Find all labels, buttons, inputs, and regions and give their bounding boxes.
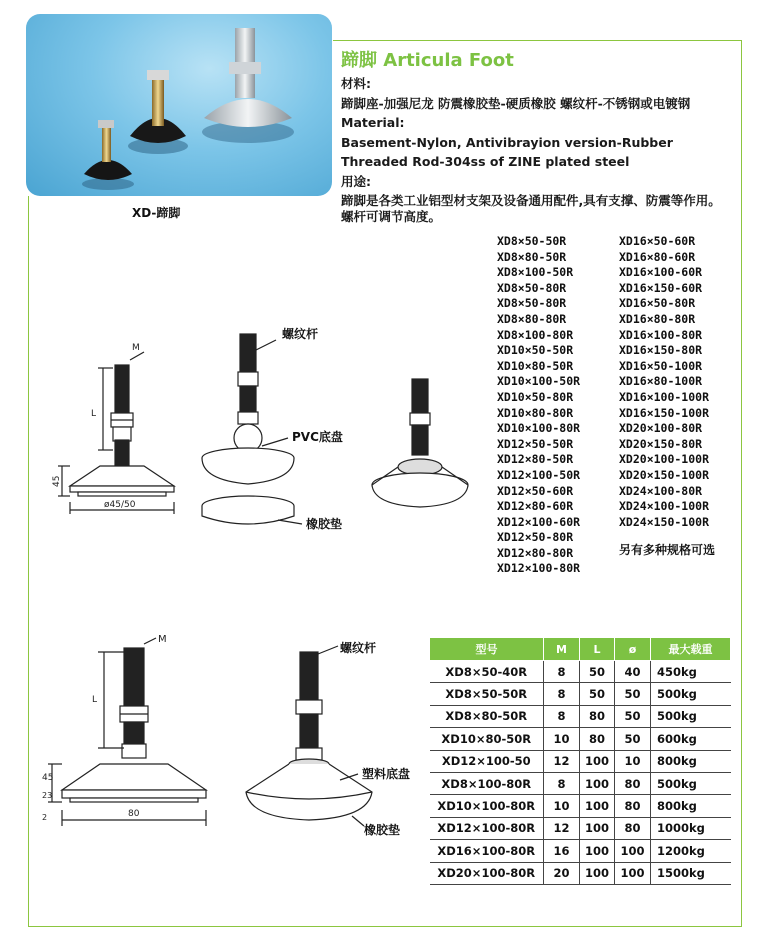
model-item: XD24×100-80R: [619, 483, 703, 498]
table-cell: 100: [580, 772, 615, 794]
frame-top-line: [333, 40, 742, 41]
table-row: [430, 840, 731, 862]
spec-header-cell: ø: [615, 638, 651, 661]
table-cell: 450kg: [651, 661, 731, 683]
table-cell: 8: [544, 705, 580, 727]
table-cell: 20: [544, 862, 580, 884]
table-cell: 100: [580, 750, 615, 772]
table-cell: 50: [580, 683, 615, 705]
table-cell: 10: [544, 728, 580, 750]
frame-bottom-line: [28, 926, 742, 927]
table-cell: 1500kg: [651, 862, 731, 884]
model-item: XD10×50-50R: [497, 343, 574, 358]
label-rubber-pad: 橡胶垫: [364, 823, 401, 837]
model-item: XD10×80-50R: [497, 358, 574, 373]
table-cell: XD16×100-80R: [430, 840, 544, 862]
model-item: XD16×50-60R: [619, 234, 696, 248]
table-cell: 500kg: [651, 683, 731, 705]
model-item: XD16×50-80R: [619, 296, 696, 311]
model-item: XD20×100-100R: [619, 452, 710, 467]
dim-pad-thickness-label: 2: [42, 813, 48, 822]
model-item: XD16×150-60R: [619, 280, 703, 295]
table-cell: 12: [544, 750, 580, 772]
dim-base-height-label: 23: [42, 791, 53, 800]
table-cell: 100: [615, 840, 651, 862]
model-item: XD24×150-100R: [619, 514, 710, 529]
table-cell: 80: [615, 817, 651, 839]
model-item: XD10×80-80R: [497, 405, 574, 420]
description-line: Material:: [341, 115, 405, 130]
table-row: [430, 705, 731, 727]
table-cell: 100: [615, 862, 651, 884]
page-title: 蹄脚 Articula Foot: [341, 50, 514, 71]
model-item: XD10×100-80R: [497, 421, 581, 436]
table-cell: 500kg: [651, 772, 731, 794]
table-row: [430, 661, 731, 683]
model-item: XD16×150-80R: [619, 343, 703, 358]
model-item: XD12×100-50R: [497, 467, 581, 482]
table-row: [430, 750, 731, 772]
table-cell: XD12×100-50: [430, 750, 544, 772]
table-cell: 80: [580, 728, 615, 750]
model-item: XD8×80-80R: [497, 311, 567, 326]
dim-height-label: 45: [52, 475, 62, 487]
description-line: Basement-Nylon, Antivibrayion version-Rubber: [341, 134, 673, 150]
table-cell: XD20×100-80R: [430, 862, 544, 884]
model-item: XD16×100-80R: [619, 327, 703, 342]
dim-diameter-label: 80: [128, 809, 140, 819]
table-cell: 8: [544, 772, 580, 794]
model-item: XD20×100-80R: [619, 421, 703, 436]
table-cell: XD10×100-80R: [430, 795, 544, 817]
table-cell: 50: [615, 683, 651, 705]
label-threaded-rod: 螺纹杆: [282, 327, 319, 341]
model-item: XD12×50-50R: [497, 436, 574, 451]
model-item: XD24×100-100R: [619, 499, 710, 514]
table-cell: 100: [580, 840, 615, 862]
model-item: XD10×50-80R: [497, 389, 574, 404]
table-cell: 80: [615, 795, 651, 817]
description-line: 蹄脚座-加强尼龙 防震橡胶垫-硬质橡胶 螺纹杆-不锈钢或电镀钢: [341, 95, 691, 111]
label-threaded-rod: 螺纹杆: [340, 641, 377, 655]
diagram-foot-assembled: [366, 375, 476, 515]
model-item: XD8×100-50R: [497, 265, 574, 280]
model-item: XD12×80-80R: [497, 545, 574, 560]
diagram-foot-upper: [48, 320, 418, 570]
table-cell: 100: [580, 817, 615, 839]
table-cell: XD10×80-50R: [430, 728, 544, 750]
table-cell: XD12×100-80R: [430, 817, 544, 839]
model-item: XD8×80-50R: [497, 249, 567, 264]
table-cell: XD8×100-80R: [430, 772, 544, 794]
description-line: Threaded Rod-304ss of ZINE plated steel: [341, 154, 630, 169]
model-item: XD8×50-80R: [497, 280, 567, 295]
spec-header-cell: 最大载重: [651, 638, 731, 661]
table-cell: 50: [615, 705, 651, 727]
model-item: XD16×80-60R: [619, 249, 696, 264]
table-cell: 10: [615, 750, 651, 772]
table-cell: 8: [544, 683, 580, 705]
dim-diameter-label: ø45/50: [104, 500, 136, 510]
table-row: [430, 795, 731, 817]
model-item: XD12×50-60R: [497, 483, 574, 498]
model-item: XD8×100-80R: [497, 327, 574, 342]
model-item: XD16×100-60R: [619, 265, 703, 280]
product-photo-illustration: [26, 14, 332, 196]
model-item: XD16×80-100R: [619, 374, 703, 389]
dim-m-label: M: [132, 343, 140, 353]
model-item: XD10×100-50R: [497, 374, 581, 389]
table-row: [430, 683, 731, 705]
table-cell: 1200kg: [651, 840, 731, 862]
table-cell: 8: [544, 661, 580, 683]
model-item: XD20×150-100R: [619, 467, 710, 482]
dim-l-label: L: [91, 409, 97, 419]
description-line: 材料:: [341, 76, 371, 91]
table-cell: 50: [615, 728, 651, 750]
model-list-left: [497, 234, 580, 577]
model-item: XD8×50-50R: [497, 234, 567, 248]
model-item: XD20×150-80R: [619, 436, 703, 451]
table-row: [430, 772, 731, 794]
diagram-foot-lower: [40, 630, 430, 840]
table-cell: 100: [580, 862, 615, 884]
table-cell: XD8×50-40R: [430, 661, 544, 683]
more-specs-note: 另有多种规格可选: [619, 543, 716, 557]
table-cell: 80: [615, 772, 651, 794]
label-pvc-base: PVC底盘: [292, 430, 343, 444]
label-plastic-base: 塑料底盘: [362, 767, 411, 781]
spec-table: [429, 637, 731, 885]
table-cell: 80: [580, 705, 615, 727]
model-item: XD12×100-60R: [497, 514, 581, 529]
frame-right-line: [741, 40, 742, 927]
model-item: XD12×50-80R: [497, 530, 574, 545]
dim-height-label: 45: [42, 773, 54, 783]
description-block: [341, 74, 721, 226]
spec-header-cell: 型号: [430, 638, 544, 661]
spec-header-cell: L: [580, 638, 615, 661]
dim-l-label: L: [92, 695, 98, 705]
description-line: 蹄脚是各类工业铝型材支架及设备通用配件,具有支撑、防震等作用。: [341, 193, 721, 208]
model-item: XD8×50-80R: [497, 296, 567, 311]
description-line: 螺杆可调节高度。: [341, 208, 442, 224]
product-photo: [26, 14, 332, 196]
model-item: XD16×50-100R: [619, 358, 703, 373]
frame-left-line: [28, 196, 29, 926]
table-cell: XD8×50-50R: [430, 683, 544, 705]
model-item: XD12×80-60R: [497, 499, 574, 514]
table-cell: 800kg: [651, 795, 731, 817]
model-list-right: [619, 234, 709, 530]
table-cell: 600kg: [651, 728, 731, 750]
table-cell: 12: [544, 817, 580, 839]
spec-table-header: [430, 638, 731, 661]
photo-caption: XD-蹄脚: [132, 206, 181, 220]
model-item: XD12×100-80R: [497, 561, 581, 576]
table-cell: 1000kg: [651, 817, 731, 839]
table-cell: 50: [580, 661, 615, 683]
table-cell: 40: [615, 661, 651, 683]
description-line: 用途:: [341, 173, 371, 189]
table-row: [430, 862, 731, 884]
label-rubber-pad: 橡胶垫: [306, 517, 343, 531]
table-cell: 100: [580, 795, 615, 817]
spec-header-cell: M: [544, 638, 580, 661]
table-cell: 16: [544, 840, 580, 862]
model-item: XD16×100-100R: [619, 389, 710, 404]
dim-m-label: M: [158, 634, 167, 645]
table-row: [430, 728, 731, 750]
table-cell: 10: [544, 795, 580, 817]
model-item: XD16×80-80R: [619, 311, 696, 326]
table-cell: 500kg: [651, 705, 731, 727]
model-item: XD12×80-50R: [497, 452, 574, 467]
model-item: XD16×150-100R: [619, 405, 710, 420]
table-cell: 800kg: [651, 750, 731, 772]
table-cell: XD8×80-50R: [430, 705, 544, 727]
table-row: [430, 817, 731, 839]
